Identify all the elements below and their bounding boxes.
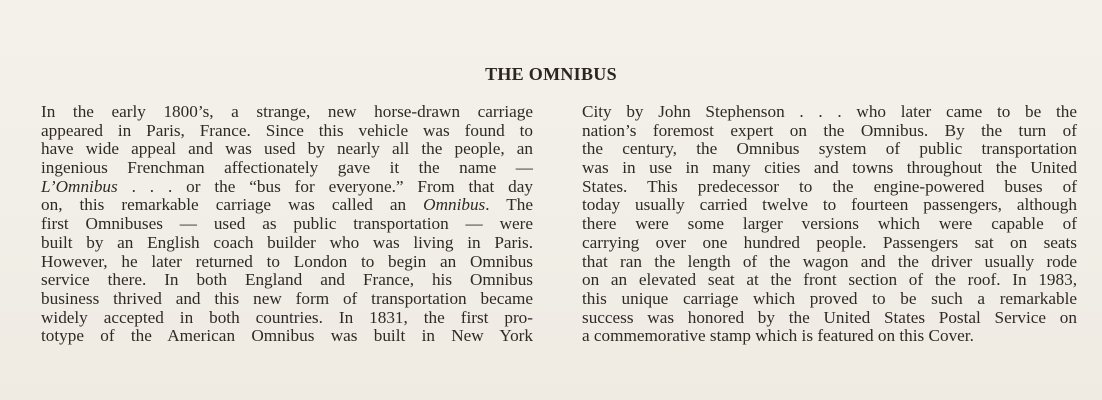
left-text-column: [41, 103, 533, 346]
page-title: THE OMNIBUS: [485, 64, 617, 84]
italic-term: Omnibus: [423, 195, 486, 215]
text-line: L’Omnibus . . . or the “bus for everyone.” From that day: [41, 176, 533, 196]
text-line: carrying over one hundred people. Passengers sat on seats: [582, 232, 1077, 252]
text-line: this unique carriage which proved to be such a remarkable: [582, 288, 1077, 308]
text-line: on, this remarkable carriage was called an Omnibus. The: [41, 195, 533, 215]
text-line: built by an English coach builder who was living in Paris.: [41, 232, 533, 252]
right-text-column: [582, 103, 1077, 346]
text-line: today usually carried twelve to fourteen passengers, although: [582, 195, 1077, 215]
text-line: have wide appeal and was used by nearly all the people, an: [41, 139, 533, 159]
text-line: appeared in Paris, France. Since this vehicle was found to: [41, 120, 533, 140]
text-line: totype of the American Omnibus was built in New York: [41, 326, 533, 346]
text-line: the century, the Omnibus system of public transportation: [582, 139, 1077, 159]
text-line: City by John Stephenson . . . who later came to be the: [582, 102, 1077, 121]
text-line: on an elevated seat at the front section of the roof. In 1983,: [582, 270, 1077, 290]
text-line: widely accepted in both countries. In 1831, the first pro-: [41, 307, 533, 327]
text-line: nation’s foremost expert on the Omnibus. By the turn of: [582, 120, 1077, 140]
text-line: first Omnibuses — used as public transportation — were: [41, 214, 533, 234]
text-line: business thrived and this new form of transportation became: [41, 288, 533, 308]
text-line: service there. In both England and France, his Omnibus: [41, 270, 533, 290]
text-line: there were some larger versions which were capable of: [582, 214, 1077, 234]
text-line: In the early 1800’s, a strange, new horse-drawn carriage: [41, 102, 533, 121]
text-line: However, he later returned to London to begin an Omnibus: [41, 251, 533, 271]
text-line: success was honored by the United States Postal Service on: [582, 307, 1077, 327]
text-line: ingenious Frenchman affectionately gave it the name —: [41, 158, 533, 178]
text-line: States. This predecessor to the engine-powered buses of: [582, 176, 1077, 196]
text-line: a commemorative stamp which is featured on this Cover.: [582, 326, 974, 346]
text-line: was in use in many cities and towns throughout the United: [582, 158, 1077, 178]
text-line: that ran the length of the wagon and the driver usually rode: [582, 251, 1077, 271]
italic-term: L’Omnibus: [41, 176, 118, 196]
